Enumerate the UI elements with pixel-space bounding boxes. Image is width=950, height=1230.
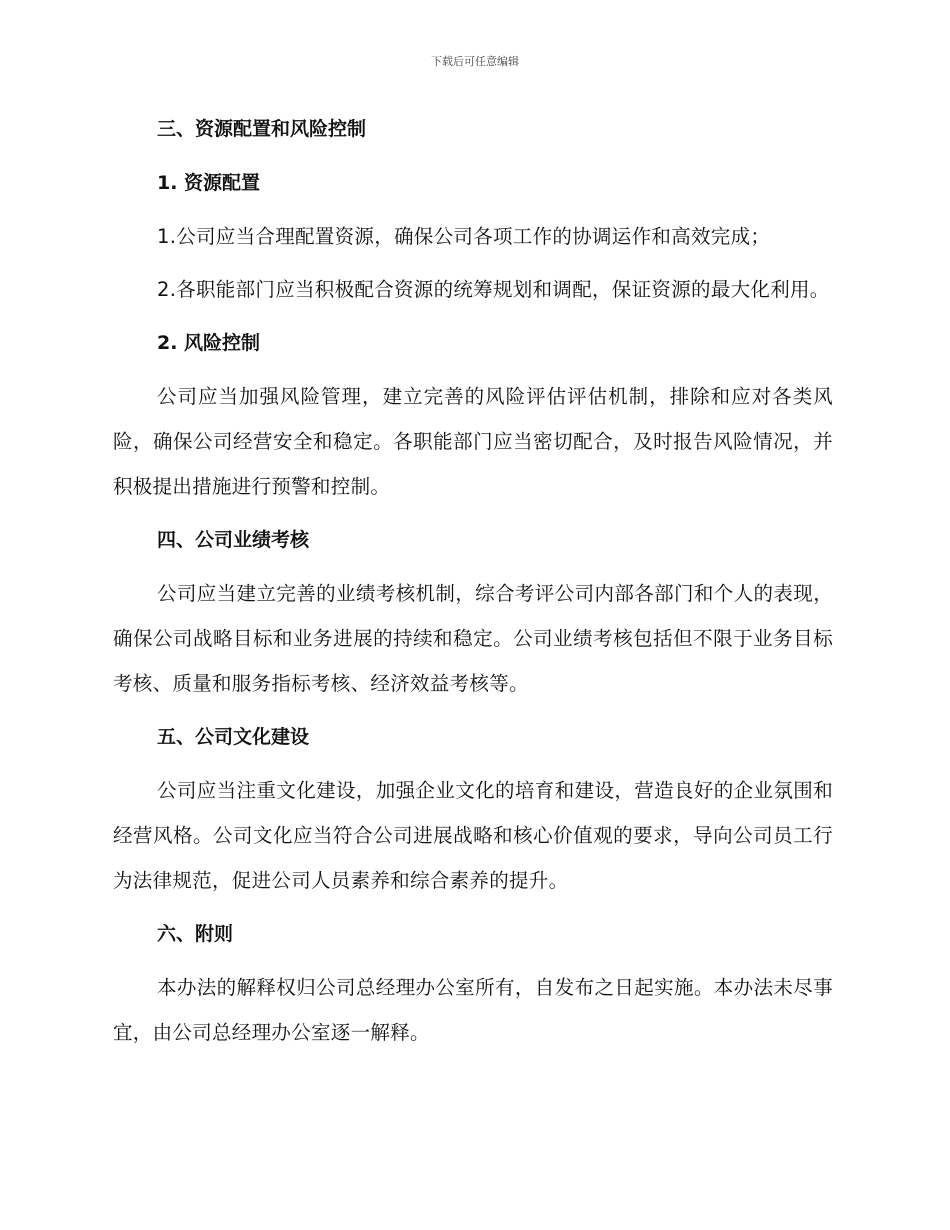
subsection-3-2-heading: 2. 风险控制: [157, 332, 261, 354]
section-5-heading: 五、公司文化建设: [157, 726, 310, 748]
paragraph: 2.各职能部门应当积极配合资源的统筹规划和调配，保证资源的最大化利用。: [157, 278, 830, 301]
paragraph: 本办法的解释权归公司总经理办公室所有，自发布之日起实施。本办法未尽事宜，由公司总经理办公室逐一解释。: [113, 976, 833, 1044]
page-header: 下载后可任意编辑: [431, 55, 519, 68]
document-body: [113, 106, 833, 1063]
paragraph: 公司应当注重文化建设，加强企业文化的培育和建设，营造良好的企业氛围和经营风格。公司文化应当符合公司进展战略和核心价值观的要求，导向公司员工行为法律规范，促进公司人员素养和综合素养的提升。: [113, 779, 833, 892]
paragraph: 公司应当加强风险管理，建立完善的风险评估评估机制，排除和应对各类风险，确保公司经营安全和稳定。各职能部门应当密切配合，及时报告风险情况，并积极提出措施进行预警和控制。: [113, 385, 833, 498]
paragraph: 公司应当建立完善的业绩考核机制，综合考评公司内部各部门和个人的表现，确保公司战略目标和业务进展的持续和稳定。公司业绩考核包括但不限于业务目标考核、质量和服务指标考核、经济效益考核等。: [113, 582, 833, 695]
section-6-heading: 六、附则: [157, 923, 234, 945]
paragraph: 1.公司应当合理配置资源，确保公司各项工作的协调运作和高效完成；: [157, 225, 771, 248]
section-4-heading: 四、公司业绩考核: [157, 529, 310, 551]
subsection-3-1-heading: 1. 资源配置: [157, 172, 261, 194]
section-3-heading: 三、资源配置和风险控制: [157, 118, 367, 140]
